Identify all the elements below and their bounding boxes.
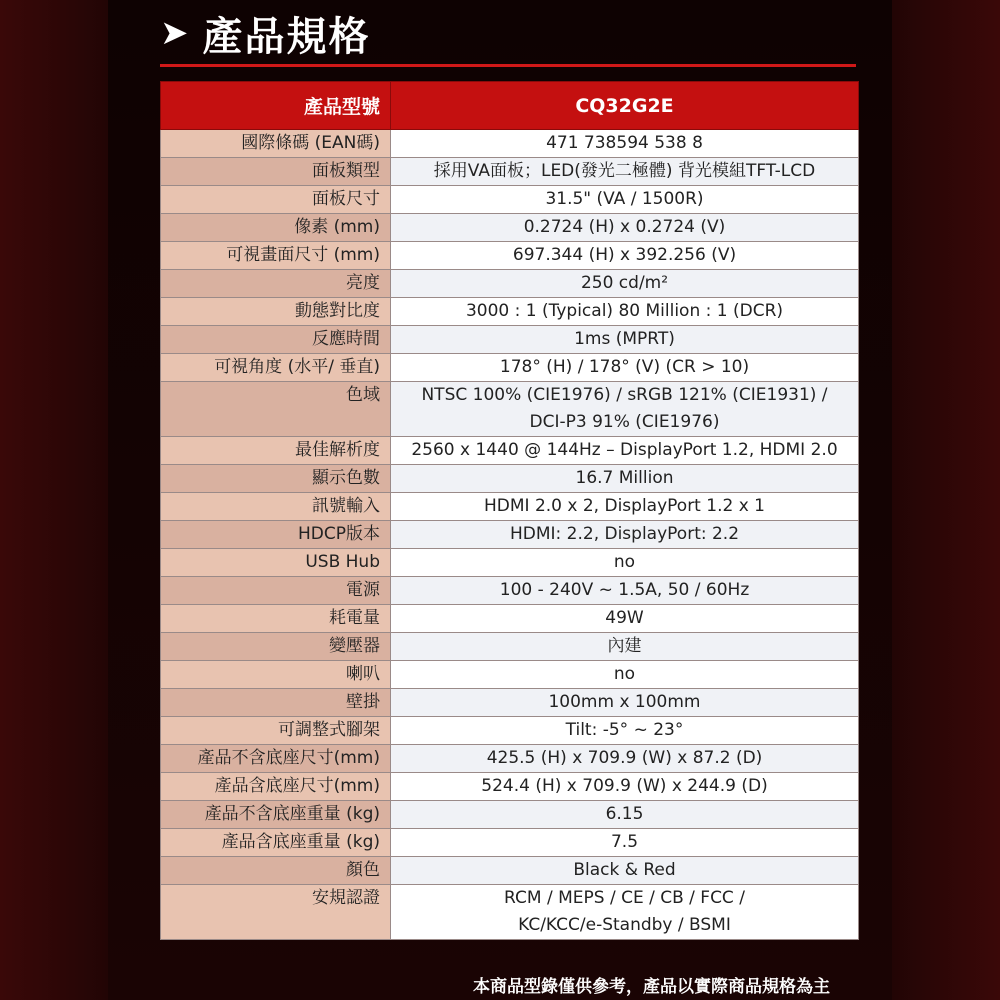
spec-row [161, 829, 859, 857]
spec-value [391, 382, 859, 437]
spec-value-line: RCM / MEPS / CE / CB / FCC / [504, 888, 745, 908]
spec-label: 像素 (mm) [161, 214, 391, 242]
spec-label: 壁掛 [161, 689, 391, 717]
spec-row [161, 689, 859, 717]
spec-label: 耗電量 [161, 605, 391, 633]
spec-value: 524.4 (H) x 709.9 (W) x 244.9 (D) [391, 773, 859, 801]
disclaimer-note: 本商品型錄僅供參考，產品以實際商品規格為主 [473, 977, 830, 997]
spec-value: 100 - 240V ~ 1.5A, 50 / 60Hz [391, 577, 859, 605]
spec-value: Black & Red [391, 857, 859, 885]
spec-value [391, 885, 859, 940]
spec-row [161, 382, 859, 437]
spec-value: 採用VA面板；LED(發光二極體) 背光模組TFT-LCD [391, 158, 859, 186]
page-title: 產品規格 [202, 13, 371, 60]
spec-label: 產品含底座尺寸(mm) [161, 773, 391, 801]
spec-value: 6.15 [391, 801, 859, 829]
spec-label: 國際條碼 (EAN碼) [161, 130, 391, 158]
spec-table [160, 81, 859, 940]
spec-value-line: KC/KCC/e-Standby / BSMI [518, 915, 731, 935]
spec-label: 最佳解析度 [161, 437, 391, 465]
spec-row [161, 465, 859, 493]
header-key: 產品型號 [161, 82, 391, 130]
spec-row [161, 437, 859, 465]
spec-row [161, 326, 859, 354]
heading-divider [160, 64, 856, 67]
spec-label: 顯示色數 [161, 465, 391, 493]
spec-label: USB Hub [161, 549, 391, 577]
left-border [0, 0, 108, 1000]
right-border [892, 0, 1000, 1000]
spec-row [161, 661, 859, 689]
spec-label: HDCP版本 [161, 521, 391, 549]
header-model: CQ32G2E [391, 82, 859, 130]
spec-label: 可視角度 (水平/ 垂直) [161, 354, 391, 382]
spec-row [161, 130, 859, 158]
spec-label: 產品含底座重量 (kg) [161, 829, 391, 857]
spec-row [161, 493, 859, 521]
spec-value-line: NTSC 100% (CIE1976) / sRGB 121% (CIE1931) / [421, 385, 828, 405]
spec-label: 安規認證 [161, 885, 391, 940]
section-heading [160, 6, 371, 60]
spec-label: 可視畫面尺寸 (mm) [161, 242, 391, 270]
spec-label: 電源 [161, 577, 391, 605]
spec-row [161, 773, 859, 801]
spec-value-line: DCI-P3 91% (CIE1976) [529, 412, 720, 432]
spec-label: 反應時間 [161, 326, 391, 354]
spec-value: 178° (H) / 178° (V) (CR > 10) [391, 354, 859, 382]
spec-row [161, 521, 859, 549]
spec-row [161, 885, 859, 940]
spec-row [161, 745, 859, 773]
spec-label: 喇叭 [161, 661, 391, 689]
spec-value: 7.5 [391, 829, 859, 857]
spec-value: 0.2724 (H) x 0.2724 (V) [391, 214, 859, 242]
spec-row [161, 298, 859, 326]
spec-value: no [391, 661, 859, 689]
spec-row [161, 801, 859, 829]
spec-value: Tilt: -5° ~ 23° [391, 717, 859, 745]
spec-label: 亮度 [161, 270, 391, 298]
spec-label: 訊號輸入 [161, 493, 391, 521]
spec-row [161, 158, 859, 186]
spec-value: 471 738594 538 8 [391, 130, 859, 158]
spec-value: HDMI: 2.2, DisplayPort: 2.2 [391, 521, 859, 549]
spec-value: no [391, 549, 859, 577]
spec-row [161, 633, 859, 661]
spec-value: 16.7 Million [391, 465, 859, 493]
spec-row [161, 857, 859, 885]
spec-label: 動態對比度 [161, 298, 391, 326]
spec-value: HDMI 2.0 x 2, DisplayPort 1.2 x 1 [391, 493, 859, 521]
spec-table-header [161, 82, 859, 130]
spec-label: 面板尺寸 [161, 186, 391, 214]
spec-row [161, 186, 859, 214]
spec-label: 可調整式腳架 [161, 717, 391, 745]
spec-label: 顏色 [161, 857, 391, 885]
spec-row [161, 717, 859, 745]
arrow-icon: ➤ [160, 13, 189, 53]
spec-row [161, 242, 859, 270]
spec-value: 250 cd/m² [391, 270, 859, 298]
spec-value: 內建 [391, 633, 859, 661]
spec-label: 面板類型 [161, 158, 391, 186]
spec-label: 產品不含底座重量 (kg) [161, 801, 391, 829]
spec-value: 1ms (MPRT) [391, 326, 859, 354]
spec-value: 31.5" (VA / 1500R) [391, 186, 859, 214]
spec-label: 色域 [161, 382, 391, 437]
spec-value: 425.5 (H) x 709.9 (W) x 87.2 (D) [391, 745, 859, 773]
spec-row [161, 549, 859, 577]
spec-label: 變壓器 [161, 633, 391, 661]
spec-row [161, 577, 859, 605]
spec-value: 2560 x 1440 @ 144Hz – DisplayPort 1.2, HDMI 2.0 [391, 437, 859, 465]
spec-table-body [161, 130, 859, 940]
spec-label: 產品不含底座尺寸(mm) [161, 745, 391, 773]
spec-value: 100mm x 100mm [391, 689, 859, 717]
spec-value: 697.344 (H) x 392.256 (V) [391, 242, 859, 270]
spec-row [161, 354, 859, 382]
spec-row [161, 270, 859, 298]
spec-value: 3000 : 1 (Typical) 80 Million : 1 (DCR) [391, 298, 859, 326]
spec-row [161, 605, 859, 633]
spec-row [161, 214, 859, 242]
spec-value: 49W [391, 605, 859, 633]
